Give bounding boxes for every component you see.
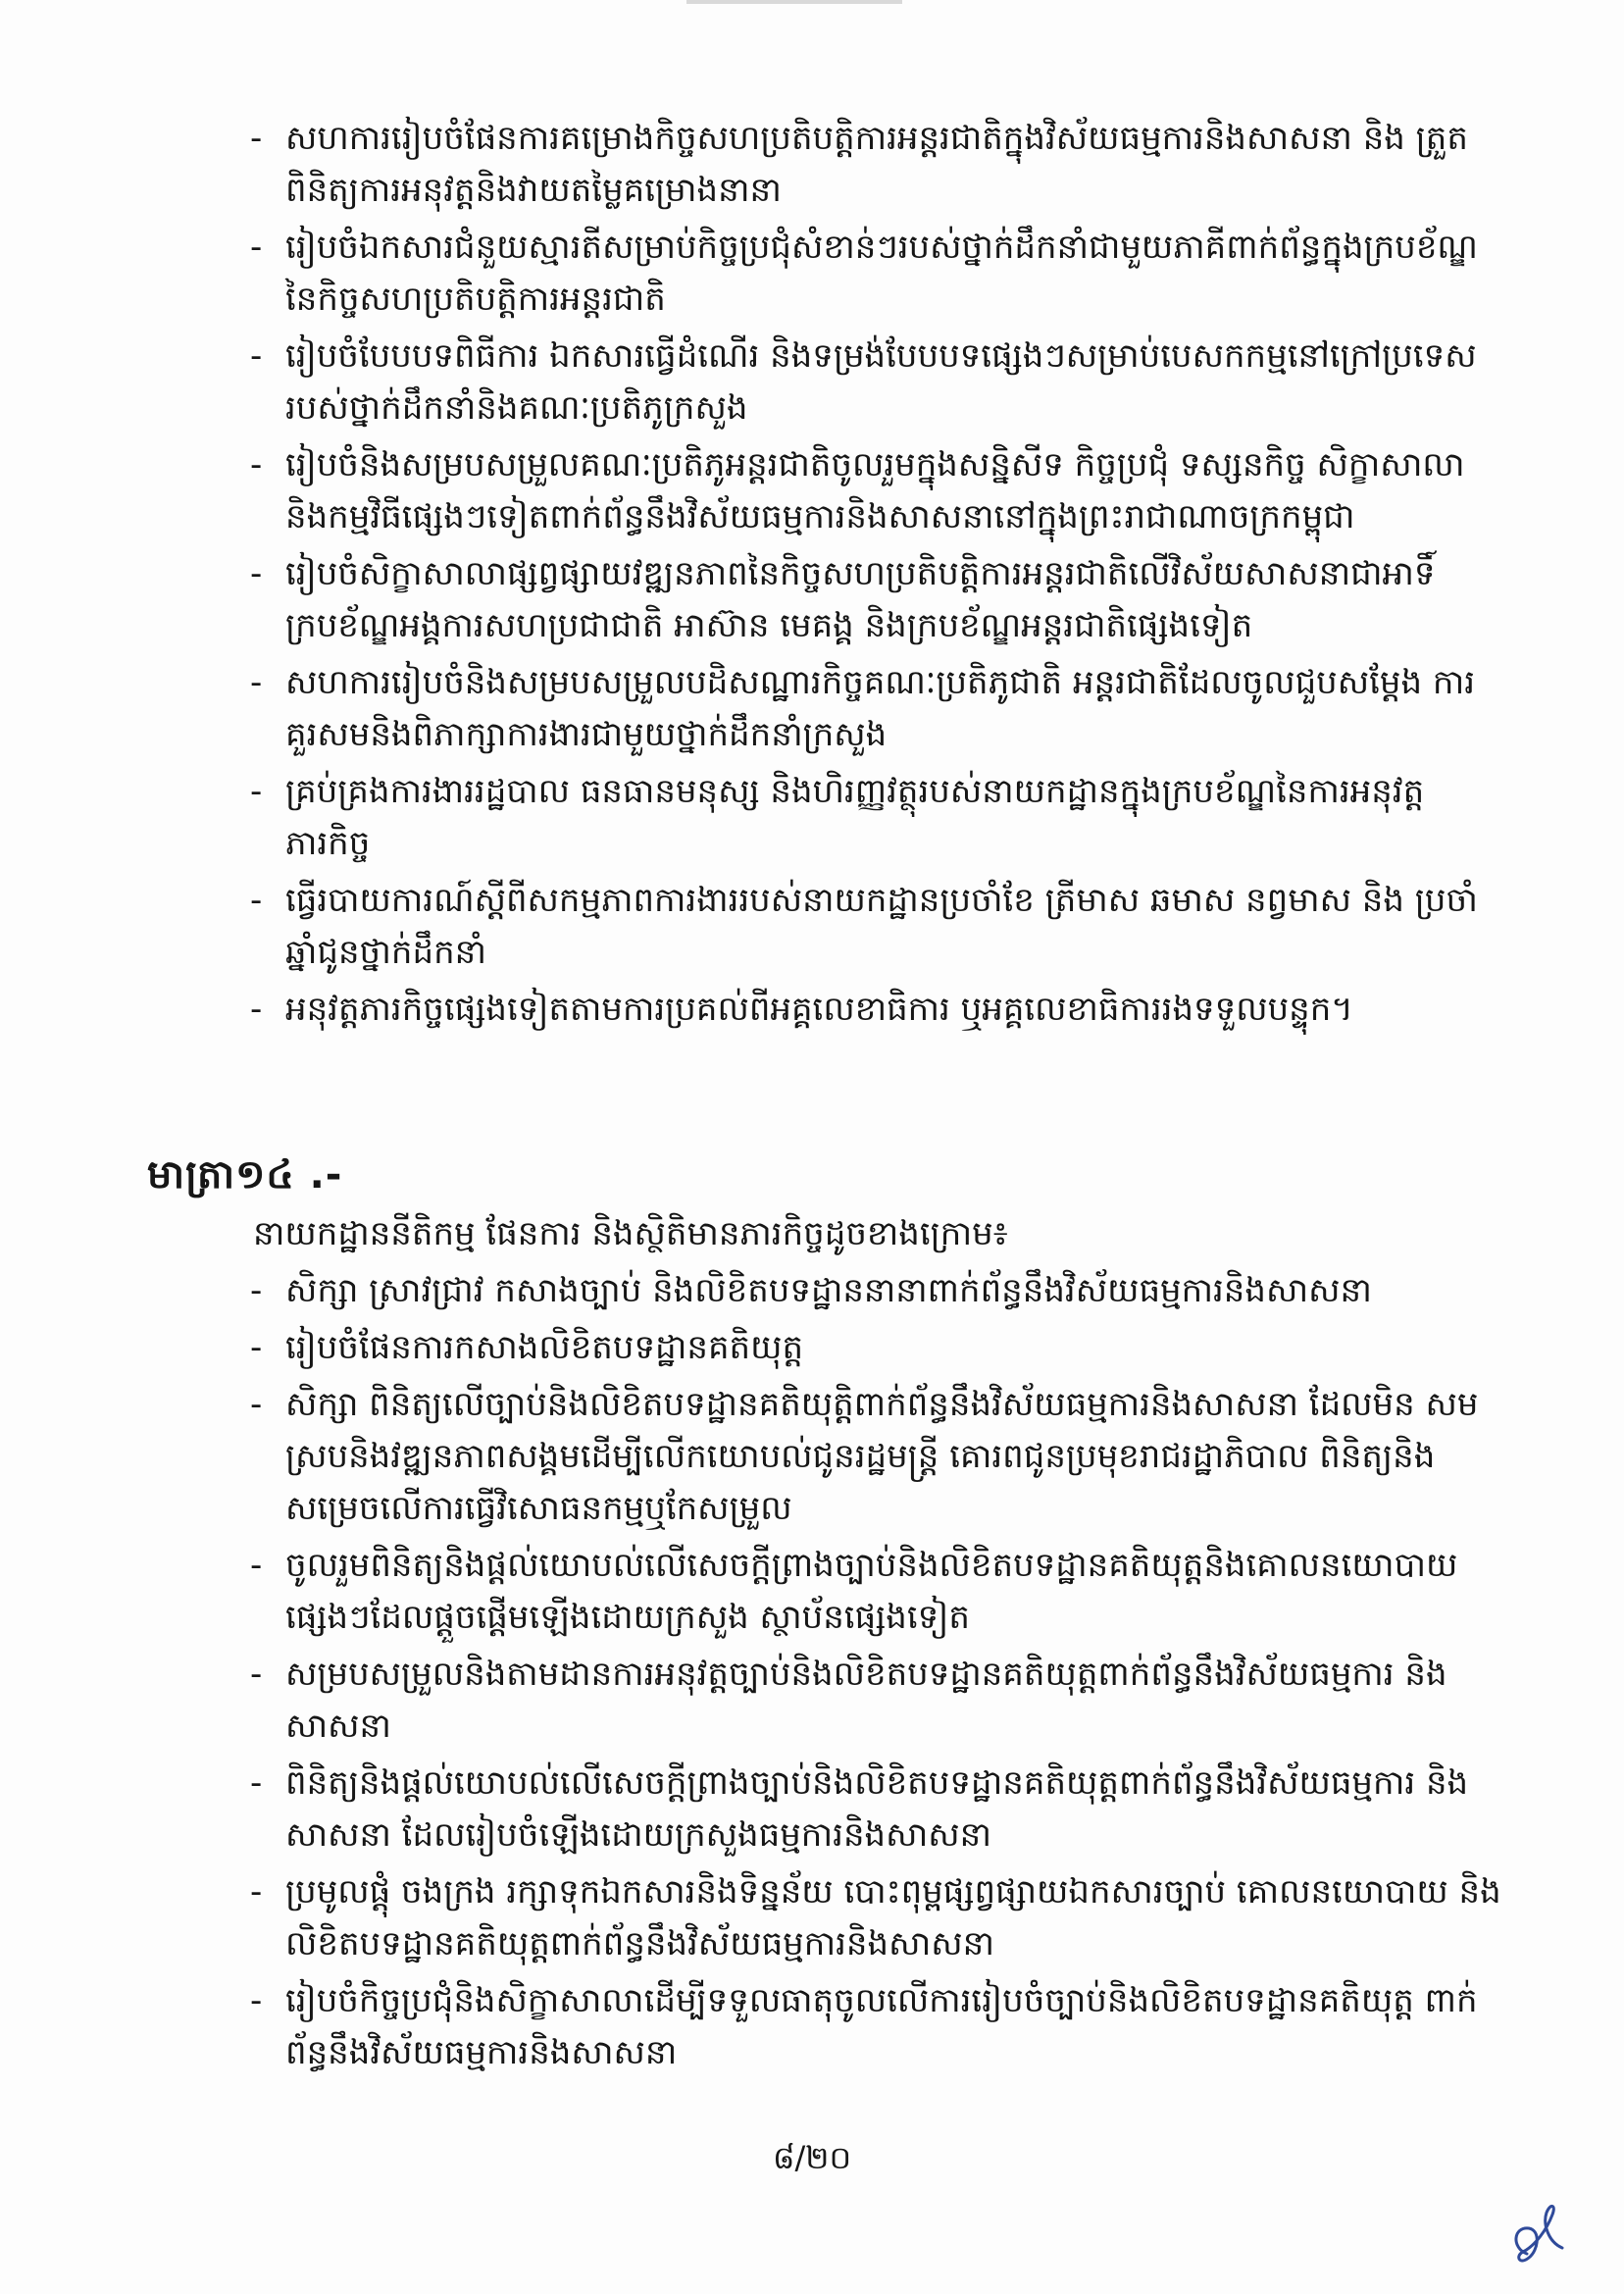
- bullet-dash: -: [250, 119, 263, 158]
- list-item-text: សហការរៀបចំនិងសម្របសម្រួលបដិសណ្ឋារកិច្ចគណៈប្រតិភូជាតិ អន្តរជាតិដែលចូលជួបសម្តែង ការគួរសមនិងពិភាក្សាការងារជាមួយថ្នាក់ដឹកនាំក្រសួង: [285, 663, 1476, 754]
- bullet-dash: -: [250, 663, 263, 702]
- list-item: [250, 1322, 1505, 1374]
- bullet-dash: -: [250, 1328, 263, 1367]
- duty-list-article-14: [250, 1265, 1505, 2084]
- bullet-dash: -: [250, 228, 263, 267]
- list-item-text: គ្រប់គ្រងការងាររដ្ឋបាល ធនធានមនុស្ស និងហិរញ្ញវត្ថុរបស់នាយកដ្ឋានក្នុងក្របខ័ណ្ឌនៃការអនុវត្ត ភារកិច្ច: [285, 772, 1425, 863]
- bullet-dash: -: [250, 1872, 263, 1912]
- list-item: [250, 113, 1505, 217]
- bullet-dash: -: [250, 990, 263, 1029]
- page-number: ៨/២០: [772, 2139, 852, 2176]
- list-item-text: ពិនិត្យនិងផ្តល់យោបល់លើសេចក្តីព្រាងច្បាប់និងលិខិតបទដ្ឋានគតិយុត្តពាក់ព័ន្ធនឹងវិស័យធម្មការ និងសាសនា ដែលរៀបចំឡើងដោយក្រសួងធម្មការនិងសាសនា: [285, 1763, 1469, 1855]
- list-item: [250, 1379, 1505, 1535]
- list-item-text: សម្របសម្រួលនិងតាមដានការអនុវត្តច្បាប់និងលិខិតបទដ្ឋានគតិយុត្តពាក់ព័ន្ធនឹងវិស័យធម្មការ និងសាសនា: [285, 1655, 1447, 1746]
- list-item: [250, 222, 1505, 326]
- list-item: [250, 1758, 1505, 1861]
- list-item-text: ប្រមូលផ្តុំ ចងក្រង រក្សាទុកឯកសារនិងទិន្នន័យ បោះពុម្ពផ្សព្វផ្សាយឯកសារច្បាប់ គោលនយោបាយ និងលិខិតបទដ្ឋានគតិយុត្តពាក់ព័ន្ធនឹងវិស័យធម្មការនិងសាសនា: [285, 1872, 1501, 1963]
- bullet-dash: -: [250, 1655, 263, 1694]
- list-item-text: សិក្សា ពិនិត្យលើច្បាប់និងលិខិតបទដ្ឋានគតិយុត្តិពាក់ព័ន្ធនឹងវិស័យធម្មការនិងសាសនា ដែលមិន សមស្របនិងវឌ្ឍនភាពសង្គមដើម្បីលើកយោបល់ជូនរដ្ឋមន្ត្រី គោរពជូនប្រមុខរាជរដ្ឋាភិបាល ពិនិត្យនិងសម្រេចលើការធ្វើវិសោធនកម្មឬកែសម្រួល: [285, 1385, 1479, 1528]
- list-item-text: អនុវត្តភារកិច្ចផ្សេងទៀតតាមការប្រគល់ពីអគ្គលេខាធិការ ឬអគ្គលេខាធិការរងទទួលបន្ទុក។: [285, 990, 1353, 1029]
- list-item-text: រៀបចំកិច្ចប្រជុំនិងសិក្ខាសាលាដើម្បីទទួលធាតុចូលលើការរៀបចំច្បាប់និងលិខិតបទដ្ឋានគតិយុត្ត ពាក់ព័ន្ធនឹងវិស័យធម្មការនិងសាសនា: [285, 1981, 1478, 2072]
- list-item-text: រៀបចំឯកសារជំនួយស្មារតីសម្រាប់កិច្ចប្រជុំសំខាន់ៗរបស់ថ្នាក់ដឹកនាំជាមួយភាគីពាក់ព័ន្ធក្នុងក្របខ័ណ្ឌ នៃកិច្ចសហប្រតិបត្តិការអន្តរជាតិ: [285, 228, 1478, 319]
- list-item-text: រៀបចំសិក្ខាសាលាផ្សព្វផ្សាយវឌ្ឍនភាពនៃកិច្ចសហប្រតិបត្តិការអន្តរជាតិលើវិស័យសាសនាជាអាទិ៍ ក្របខ័ណ្ឌអង្គការសហប្រជាជាតិ អាស៊ាន មេគង្គ និងក្របខ័ណ្ឌអន្តរជាតិផ្សេងទៀត: [285, 554, 1436, 645]
- list-item: [250, 1265, 1505, 1317]
- article-intro: នាយកដ្ឋាននីតិកម្ម ផែនការ និងស្ថិតិមានភារកិច្ចដូចខាងក្រោម៖: [253, 1214, 1008, 1253]
- bullet-dash: -: [250, 1546, 263, 1585]
- bullet-dash: -: [250, 1763, 263, 1803]
- list-item-text: សិក្សា ស្រាវជ្រាវ កសាងច្បាប់ និងលិខិតបទដ្ឋាននានាពាក់ព័ន្ធនឹងវិស័យធម្មការនិងសាសនា: [285, 1271, 1372, 1310]
- list-item-text: រៀបចំបែបបទពិធីការ ឯកសារធ្វើដំណើរ និងទម្រង់បែបបទផ្សេងៗសម្រាប់បេសកកម្មនៅក្រៅប្រទេស របស់ថ្នាក់ដឹកនាំនិងគណៈប្រតិភូក្រសួង: [285, 336, 1477, 428]
- bullet-dash: -: [250, 772, 263, 811]
- list-item-text: ចូលរួមពិនិត្យនិងផ្តល់យោបល់លើសេចក្តីព្រាងច្បាប់និងលិខិតបទដ្ឋានគតិយុត្តនិងគោលនយោបាយ ផ្សេងៗដែលផ្តួចផ្តើមឡើងដោយក្រសួង ស្ថាប័នផ្សេងទៀត: [285, 1546, 1458, 1637]
- duty-list-continued: [250, 113, 1505, 1041]
- list-item: [250, 548, 1505, 652]
- bullet-dash: -: [250, 554, 263, 593]
- handwritten-initial: [1505, 2197, 1574, 2275]
- scan-mark: [686, 0, 902, 4]
- list-item-text: រៀបចំនិងសម្របសម្រួលគណៈប្រតិភូអន្តរជាតិចូលរួមក្នុងសន្និសីទ កិច្ចប្រជុំ ទស្សនកិច្ច សិក្ខាសាលា និងកម្មវិធីផ្សេងៗទៀតពាក់ព័ន្ធនឹងវិស័យធម្មការនិងសាសនានៅក្នុងព្រះរាជាណាចក្រកម្ពុជា: [285, 445, 1465, 536]
- list-item-text: សហការរៀបចំផែនការគម្រោងកិច្ចសហប្រតិបត្តិការអន្តរជាតិក្នុងវិស័យធម្មការនិងសាសនា និង ត្រួតពិនិត្យការអនុវត្តនិងវាយតម្លៃគម្រោងនានា: [285, 119, 1468, 210]
- list-item: [250, 766, 1505, 870]
- bullet-dash: -: [250, 1271, 263, 1310]
- list-item: [250, 439, 1505, 543]
- list-item: [250, 1540, 1505, 1644]
- list-item: [250, 875, 1505, 979]
- bullet-dash: -: [250, 336, 263, 376]
- article-heading: មាត្រា១៤ .-: [147, 1152, 343, 1198]
- list-item: [250, 331, 1505, 434]
- list-item: [250, 1866, 1505, 1970]
- list-item-text: រៀបចំផែនការកសាងលិខិតបទដ្ឋានគតិយុត្ត: [285, 1328, 804, 1367]
- list-item: [250, 984, 1505, 1036]
- bullet-dash: -: [250, 1385, 263, 1424]
- list-item: [250, 657, 1505, 761]
- bullet-dash: -: [250, 445, 263, 484]
- list-item: [250, 1975, 1505, 2079]
- bullet-dash: -: [250, 881, 263, 920]
- list-item-text: ធ្វើរបាយការណ៍ស្តីពីសកម្មភាពការងាររបស់នាយកដ្ឋានប្រចាំខែ ត្រីមាស ឆមាស នព្វមាស និង ប្រចាំឆ្នាំជូនថ្នាក់ដឹកនាំ: [285, 881, 1478, 972]
- bullet-dash: -: [250, 1981, 263, 2020]
- list-item: [250, 1649, 1505, 1753]
